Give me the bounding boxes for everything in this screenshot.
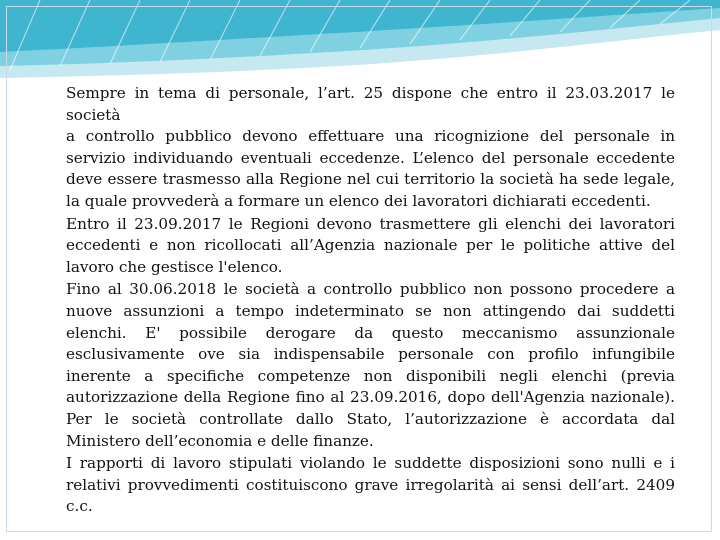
paragraph-nullita [66, 453, 675, 518]
text-line: inerente a specifiche competenze non disponibili negli elenchi (previa [66, 366, 675, 385]
text-line: Entro il 23.09.2017 le Regioni devono trasmettere gli elenchi dei lavoratori [66, 214, 675, 233]
text-line: esclusivamente ove sia indispensabile personale con profilo infungibile [66, 345, 675, 364]
text-line: Per le società controllate dallo Stato, l’autorizzazione è accordata dal [66, 409, 675, 428]
text-line: relativi provvedimenti costituiscono grave irregolarità ai sensi dell’art. 2409 c.c. [66, 475, 675, 516]
body-text [66, 83, 675, 518]
text-line: autorizzazione della Regione fino al 23.09.2016, dopo dell'Agenzia nazionale). [66, 388, 675, 407]
text-line: servizio individuando eventuali eccedenze. L’elenco del personale eccedente [66, 148, 675, 167]
paragraph-ricognizione [66, 83, 675, 213]
text-line: lavoro che gestisce l'elenco. [66, 257, 283, 276]
paragraph-regioni [66, 214, 675, 279]
text-line: Fino al 30.06.2018 le società a controllo pubblico non possono procedere a [66, 280, 675, 299]
text-line: Sempre in tema di personale, l’art. 25 dispone che entro il 23.03.2017 le società [66, 84, 675, 124]
paragraph-assunzioni [66, 279, 675, 452]
text-line: la quale provvederà a formare un elenco dei lavoratori dichiarati eccedenti. [66, 191, 651, 210]
text-line: I rapporti di lavoro stipulati violando le suddette disposizioni sono nulli e i [66, 454, 675, 473]
header-wave-decoration [0, 0, 720, 90]
text-line: deve essere trasmesso alla Regione nel cui territorio la società ha sede legale, [66, 170, 675, 189]
text-line: elenchi. E' possibile derogare da questo meccanismo assunzionale [66, 323, 675, 342]
text-line: eccedenti e non ricollocati all’Agenzia nazionale per le politiche attive del [66, 236, 675, 255]
text-line: nuove assunzioni a tempo indeterminato se non attingendo dai suddetti [66, 301, 675, 320]
text-line: Ministero dell’economia e delle finanze. [66, 431, 374, 450]
text-line: a controllo pubblico devono effettuare una ricognizione del personale in [66, 127, 675, 146]
